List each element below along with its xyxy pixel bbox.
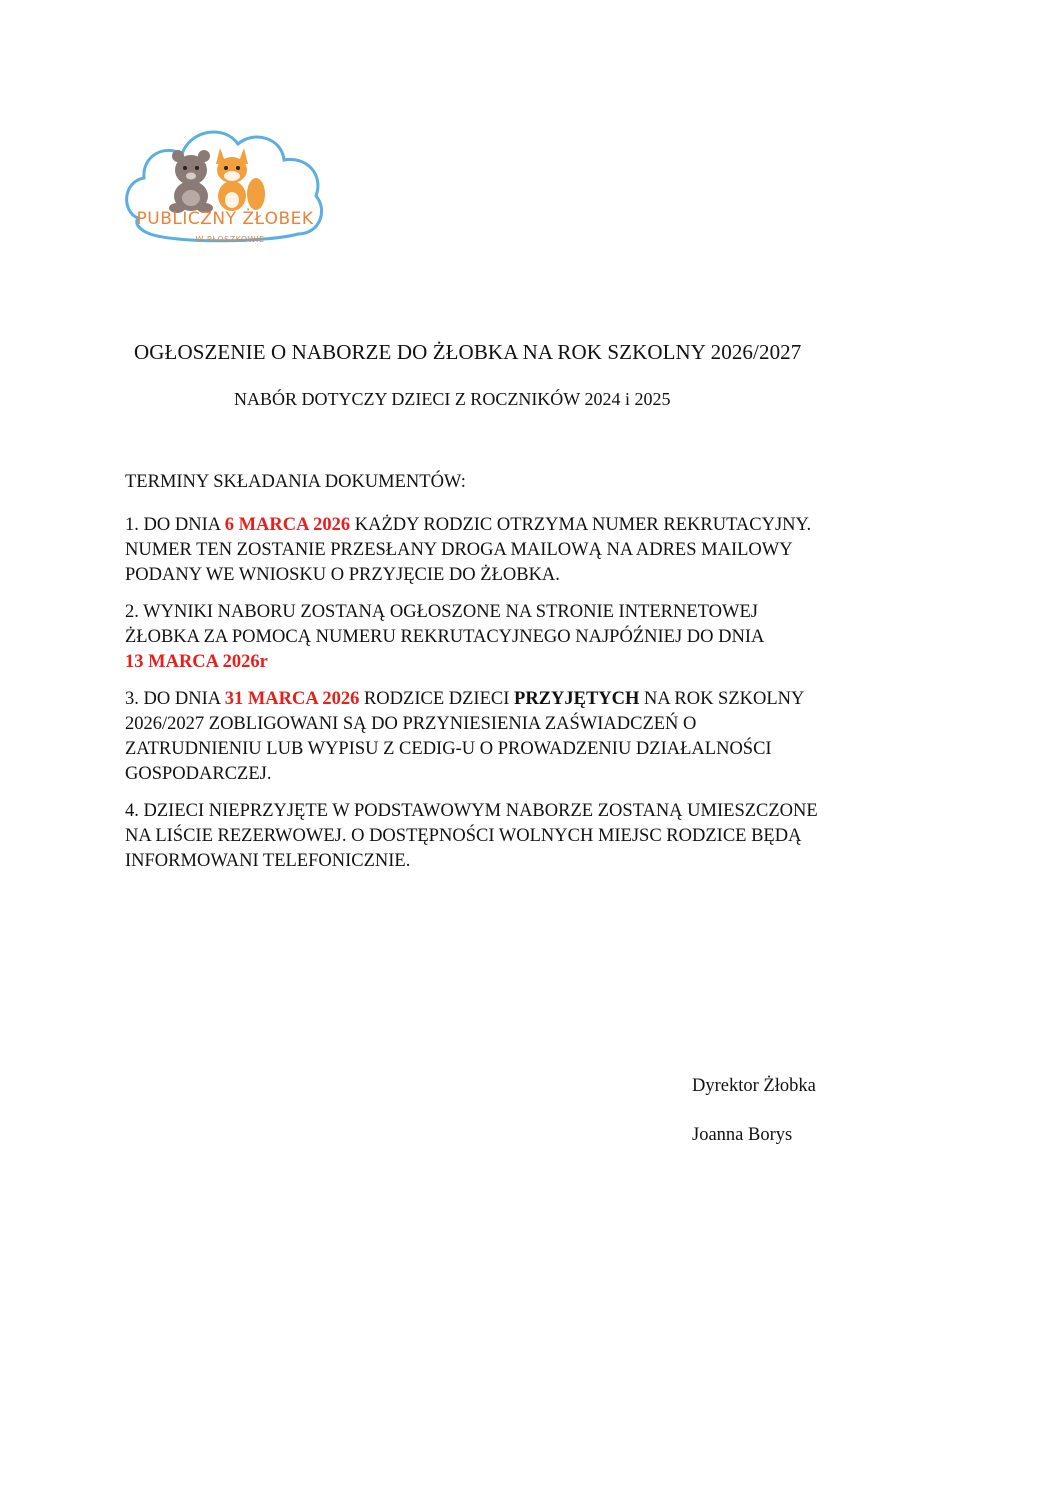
item-3-line2: 2026/2027 ZOBLIGOWANI SĄ DO PRZYNIESIENIA ZAŚWIADCZEŃ O (125, 714, 697, 734)
item-2-date: 13 MARCA 2026r (125, 652, 268, 672)
item-1 (125, 513, 955, 588)
item-3 (125, 687, 955, 787)
nursery-logo (120, 120, 330, 255)
signature-name: Joanna Borys (692, 1125, 793, 1145)
signature-role: Dyrektor Żłobka (692, 1076, 816, 1096)
nursery-logo-graphic (120, 120, 330, 255)
item-3-bold-word: PRZYJĘTYCH (514, 689, 640, 709)
item-4-line1: 4. DZIECI NIEPRZYJĘTE W PODSTAWOWYM NABORZE ZOSTANĄ UMIESZCZONE (125, 801, 818, 821)
item-1-prefix: 1. DO DNIA (125, 515, 225, 535)
announcement-body (125, 470, 955, 886)
page-title: OGŁOSZENIE O NABORZE DO ŻŁOBKA NA ROK SZKOLNY 2026/2027 (134, 340, 802, 364)
item-2 (125, 600, 955, 675)
logo-name-text: PUBLICZNY ŻŁOBEK (136, 209, 314, 229)
item-4-line3: INFORMOWANI TELEFONICZNIE. (125, 851, 411, 871)
item-3-line4: GOSPODARCZEJ. (125, 764, 272, 784)
signature-block (692, 1074, 816, 1172)
item-1-line3: PODANY WE WNIOSKU O PRZYJĘCIE DO ŻŁOBKA. (125, 565, 560, 585)
item-1-line1-rest: KAŻDY RODZIC OTRZYMA NUMER REKRUTACYJNY. (350, 515, 812, 535)
item-3-date: 31 MARCA 2026 (224, 689, 360, 709)
logo-place-text: W PŁOSZKOWIE (195, 235, 265, 244)
item-4 (125, 799, 955, 874)
item-3-line1-rest: NA ROK SZKOLNY (639, 689, 805, 709)
item-4-line2: NA LIŚCIE REZERWOWEJ. O DOSTĘPNOŚCI WOLNYCH MIEJSC RODZICE BĘDĄ (125, 826, 802, 846)
item-2-line2: ŻŁOBKA ZA POMOCĄ NUMERU REKRUTACYJNEGO NAJPÓŹNIEJ DO DNIA (125, 627, 765, 647)
item-1-line2: NUMER TEN ZOSTANIE PRZESŁANY DROGA MAILOWĄ NA ADRES MAILOWY (125, 540, 793, 560)
item-3-middle: RODZICE DZIECI (359, 689, 515, 709)
page-subtitle: NABÓR DOTYCZY DZIECI Z ROCZNIKÓW 2024 i 2025 (234, 389, 671, 409)
item-3-line3: ZATRUDNIENIU LUB WYPISU Z CEDIG-U O PROWADZENIU DZIAŁALNOŚCI (125, 739, 772, 759)
terms-heading: TERMINY SKŁADANIA DOKUMENTÓW: (125, 472, 466, 492)
item-1-date: 6 MARCA 2026 (224, 515, 351, 535)
item-3-prefix: 3. DO DNIA (125, 689, 225, 709)
item-2-line1: 2. WYNIKI NABORU ZOSTANĄ OGŁOSZONE NA STRONIE INTERNETOWEJ (125, 602, 758, 622)
fox-icon (216, 148, 265, 211)
